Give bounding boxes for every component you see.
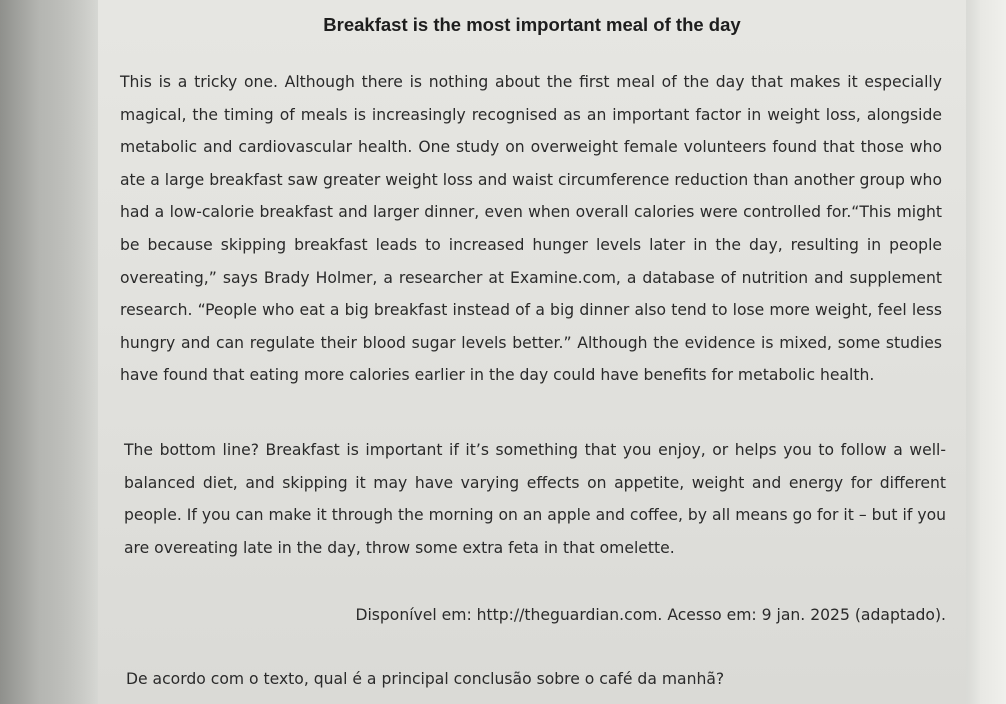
right-edge xyxy=(961,0,1006,704)
paragraph-2: The bottom line? Breakfast is important if it’s something that you enjoy, or helps you to follow a well-balanced diet, and skipping it may have varying effects on appetite, weight and energy for different people. If you can make it through the morning on an apple and coffee, by all means go for it – but if you are overeating late in the day, throw some extra feta in that omelette. xyxy=(124,441,946,557)
paragraph-1: This is a tricky one. Although there is nothing about the first meal of the day that makes it especially magical, the timing of meals is increasingly recognised as an important factor in weight loss, alongside metabolic and cardiovascular health. One study on overweight female volunteers found that those who ate a large breakfast saw greater weight loss and waist circumference reduction than another group who had a low-calorie breakfast and larger dinner, even when overall calories were controlled for.“This might be because skipping breakfast leads to increased hunger levels later in the day, resulting in people overeating,” says Brady Holmer, a researcher at Examine.com, a database of nutrition and supplement research. “People who eat a big breakfast instead of a big dinner also tend to lose more weight, feel less hungry and can regulate their blood sugar levels better.” Although the evidence is mixed, some studies have found that eating more calories earlier in the day could have benefits for metabolic health. xyxy=(120,73,942,385)
source-citation: Disponível em: http://theguardian.com. Acesso em: 9 jan. 2025 (adaptado). xyxy=(355,606,946,624)
question-prompt: De acordo com o texto, qual é a principal conclusão sobre o café da manhã? xyxy=(126,670,725,688)
article-title: Breakfast is the most important meal of the day xyxy=(323,14,741,35)
printed-sheet xyxy=(98,0,966,704)
left-shadow xyxy=(0,0,100,704)
